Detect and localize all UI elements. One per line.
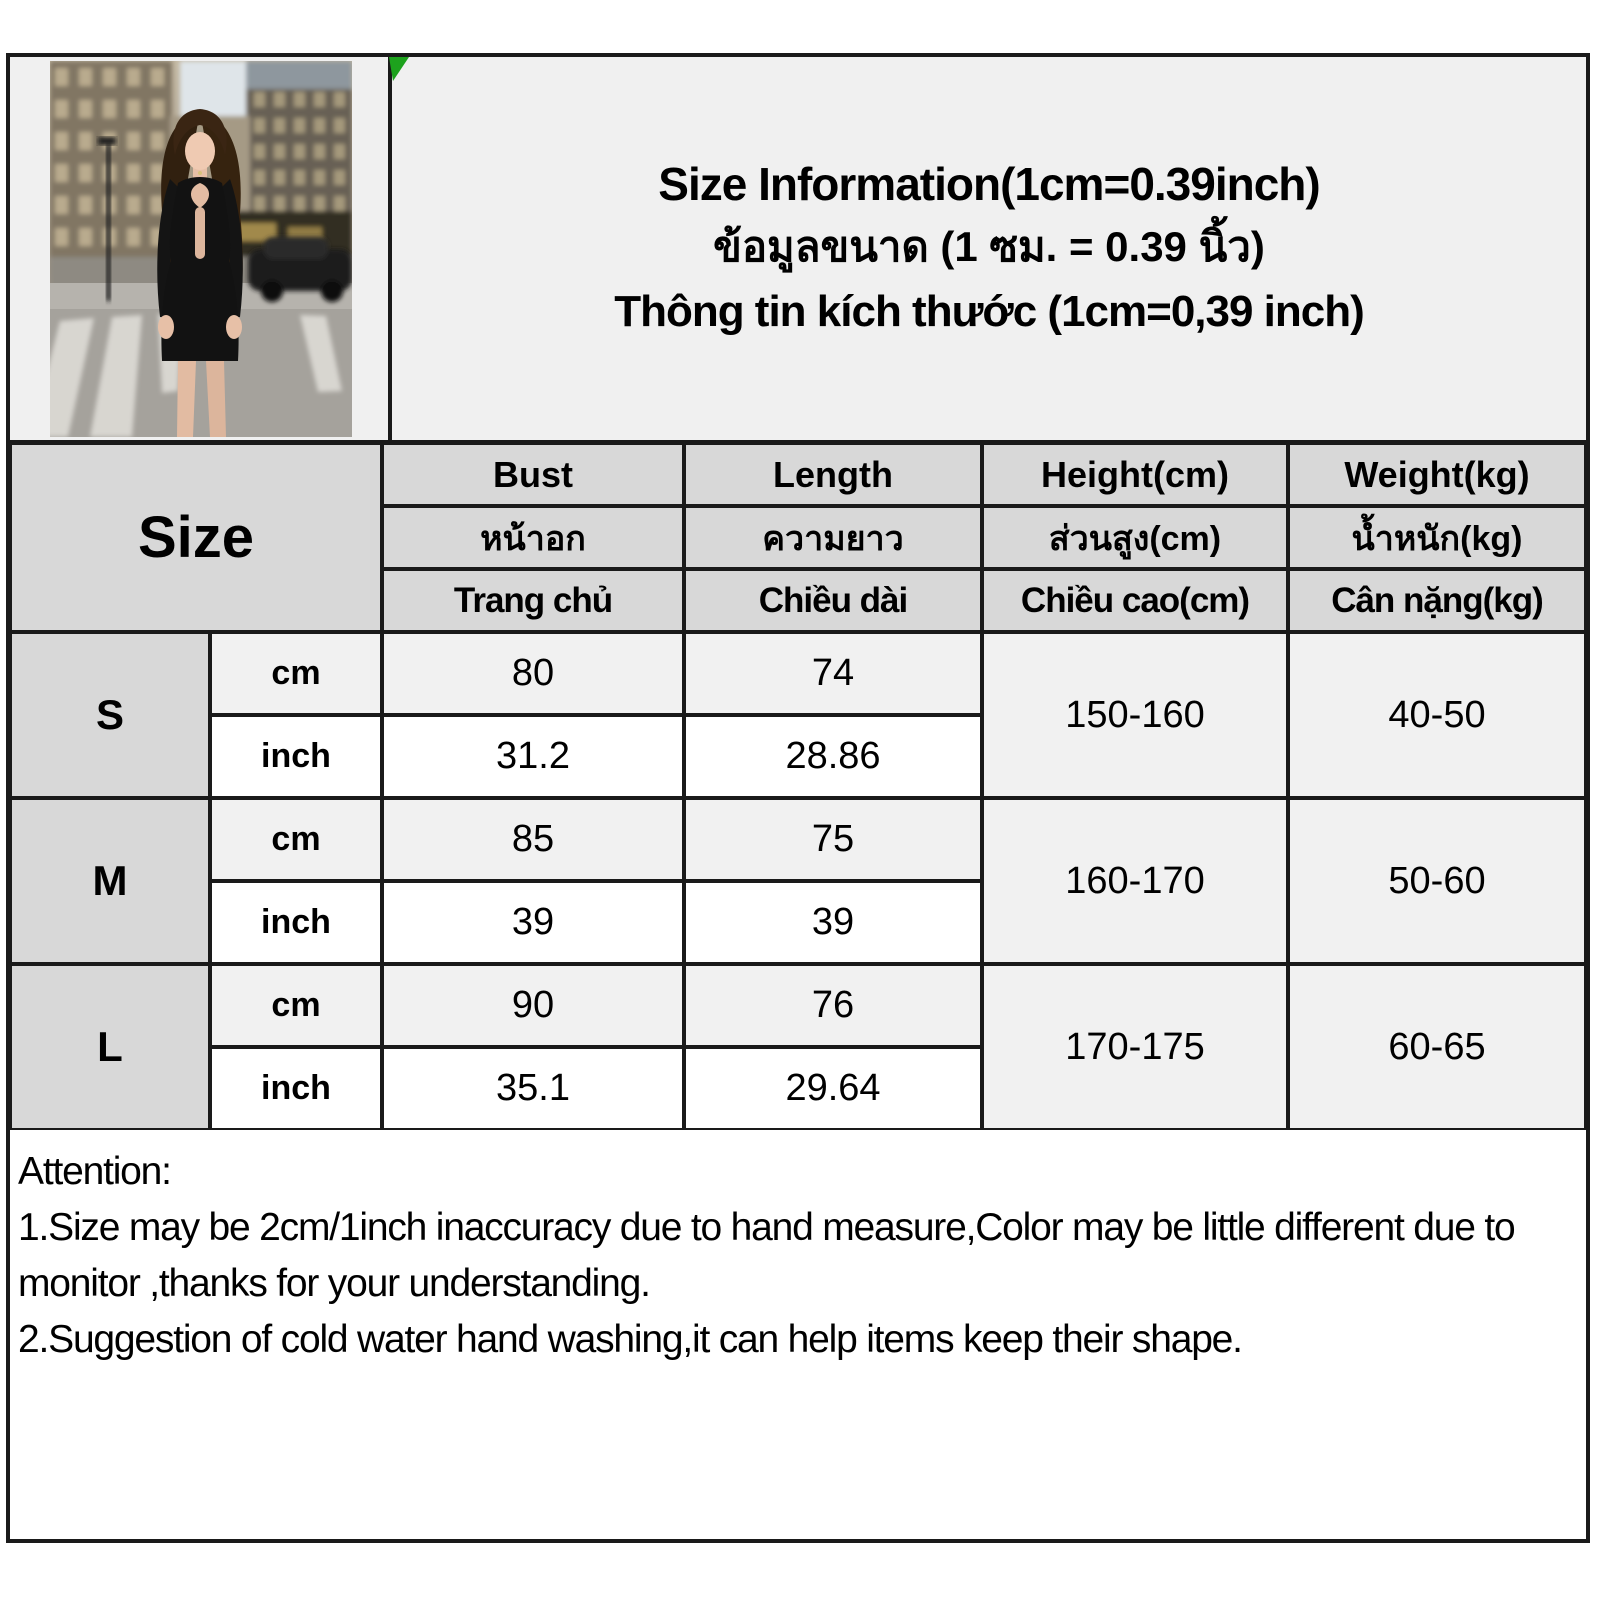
cell-m-inch-bust: 39: [382, 881, 684, 964]
cell-s-inch-bust: 31.2: [382, 715, 684, 798]
product-photo-cell: [10, 57, 392, 440]
size-label-s: S: [10, 632, 210, 798]
header-height-en: Height(cm): [982, 443, 1288, 506]
unit-label-inch: inch: [210, 1047, 382, 1130]
header-bust-vi: Trang chủ: [382, 569, 684, 632]
cell-m-inch-length: 39: [684, 881, 982, 964]
cell-m-cm-bust: 85: [382, 798, 684, 881]
cell-l-cm-length: 76: [684, 964, 982, 1047]
row-l-cm: [10, 964, 1586, 1047]
row-s-cm: [10, 632, 1586, 715]
header-length-vi: Chiều dài: [684, 569, 982, 632]
cell-s-cm-bust: 80: [382, 632, 684, 715]
cell-l-inch-length: 29.64: [684, 1047, 982, 1130]
cell-l-cm-bust: 90: [382, 964, 684, 1047]
header-height-th: ส่วนสูง(cm): [982, 506, 1288, 569]
cell-s-inch-length: 28.86: [684, 715, 982, 798]
attention-heading: Attention:: [18, 1150, 171, 1193]
size-label-l: L: [10, 964, 210, 1130]
cell-s-cm-length: 74: [684, 632, 982, 715]
attention-note-2: 2.Suggestion of cold water hand washing,it can help items keep their shape.: [18, 1318, 1242, 1361]
cell-l-height: 170-175: [982, 964, 1288, 1130]
unit-label-cm: cm: [210, 632, 382, 715]
header-length-th: ความยาว: [684, 506, 982, 569]
attention-section: [10, 1130, 1586, 1507]
cell-l-weight: 60-65: [1288, 964, 1586, 1130]
title-thai: ข้อมูลขนาด (1 ซม. = 0.39 นิ้ว): [713, 223, 1265, 270]
header-row-english: [10, 443, 1586, 506]
header-weight-vi: Cân nặng(kg): [1288, 569, 1586, 632]
size-chart-box: [6, 53, 1590, 1543]
cell-m-cm-length: 75: [684, 798, 982, 881]
header-height-vi: Chiều cao(cm): [982, 569, 1288, 632]
size-label-m: M: [10, 798, 210, 964]
header-weight-en: Weight(kg): [1288, 443, 1586, 506]
attention-note-1: 1.Size may be 2cm/1inch inaccuracy due to hand measure,Color may be little different due to monitor ,thanks for your understanding.: [18, 1206, 1515, 1305]
cell-s-height: 150-160: [982, 632, 1288, 798]
unit-label-cm: cm: [210, 964, 382, 1047]
cell-m-height: 160-170: [982, 798, 1288, 964]
cell-s-weight: 40-50: [1288, 632, 1586, 798]
header-length-en: Length: [684, 443, 982, 506]
row-m-cm: [10, 798, 1586, 881]
title-vietnamese: Thông tin kích thước (1cm=0,39 inch): [614, 287, 1364, 336]
header-bust-en: Bust: [382, 443, 684, 506]
title-english: Size Information(1cm=0.39inch): [658, 158, 1320, 210]
size-table: [10, 443, 1586, 1130]
unit-label-inch: inch: [210, 881, 382, 964]
size-corner-header: Size: [10, 443, 382, 632]
title-block: [392, 57, 1586, 440]
cell-l-inch-bust: 35.1: [382, 1047, 684, 1130]
green-corner-marker: [389, 57, 409, 81]
product-photo: [50, 61, 352, 437]
header-bust-th: หน้าอก: [382, 506, 684, 569]
unit-label-inch: inch: [210, 715, 382, 798]
header-weight-th: น้ำหนัก(kg): [1288, 506, 1586, 569]
top-row: [10, 57, 1586, 443]
cell-m-weight: 50-60: [1288, 798, 1586, 964]
unit-label-cm: cm: [210, 798, 382, 881]
